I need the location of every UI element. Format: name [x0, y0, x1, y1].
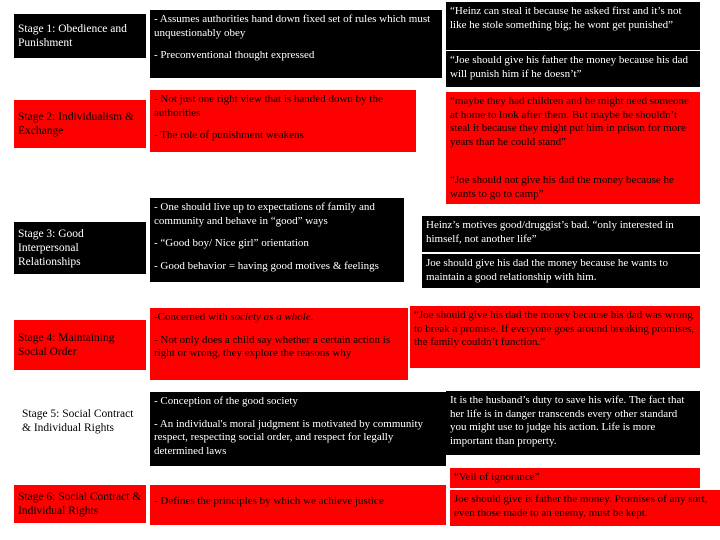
- stage-4-description: [150, 308, 408, 380]
- stage-6-label: [14, 485, 146, 523]
- stage-4-label-text: Stage 4: Maintaining Social Order: [18, 332, 115, 358]
- stage-1-desc-2: - Preconventional thought expressed: [154, 49, 315, 61]
- stage-2-label: [14, 100, 146, 148]
- stage-3-example-1-text: Heinz’s motives good/druggist’s bad. “only interested in himself, not another life”: [426, 219, 674, 245]
- stage-3-desc-2: - “Good boy/ Nice girl” orientation: [154, 237, 309, 249]
- stage-3-example-1: [422, 216, 700, 252]
- stage-4-label: [14, 320, 146, 370]
- stage-1-label: [14, 14, 146, 58]
- stage-3-description: [150, 198, 404, 282]
- stage-3-example-2-text: Joe should give his dad the money because he wants to maintain a good relationship with him.: [426, 257, 668, 283]
- stage-2-example-1-text: “maybe they had children and he might need someone at home to look after them. But maybe he shouldn’t steal it because they might put him in prison for more years than he could stand”: [450, 95, 689, 148]
- stage-4-desc-1-emphasis: society as a whole.: [230, 311, 314, 323]
- stage-2-desc-2: - The role of punishment weakens: [154, 129, 304, 141]
- stage-5-label-text: Stage 5: Social Contract & Individual Rights: [22, 408, 134, 434]
- stage-1-example-1: [446, 2, 700, 50]
- stage-2-desc-1: - Not just one right view that is handed down by the authorities: [154, 93, 383, 119]
- stage-6-example-2: [450, 490, 720, 526]
- stage-6-description: [150, 485, 446, 525]
- stage-5-desc-1: - Conception of the good society: [154, 395, 298, 407]
- stage-6-label-text: Stage 6: Social Contract & Individual Rights: [18, 491, 142, 517]
- stage-6-example-2-text: Joe should give is father the money. Promises of any sort, even those made to an enemy, must be kept.: [454, 493, 708, 519]
- stage-4-desc-1-text: -Concerned with: [154, 311, 228, 323]
- stage-1-example-1-text: “Heinz can steal it because he asked first and it’s not like he stole something big; he wont get punished”: [450, 5, 682, 31]
- stage-6-example-1-text: “Veil of ignorance”: [454, 471, 540, 483]
- stage-1-example-2-text: “Joe should give his father the money because his dad will punish him if he doesn’t”: [450, 54, 688, 80]
- stage-3-desc-3: - Good behavior = having good motives & feelings: [154, 259, 379, 272]
- stage-5-desc-2: - An individual's moral judgment is motivated by community respect, respecting social order, and respect for legally determined laws: [154, 417, 424, 457]
- stage-5-label: [18, 403, 148, 439]
- stage-2-example-2: [446, 171, 700, 204]
- stage-4-example-1-text: “Joe should give his dad the money because his dad was wrong to break a promise. If everyone goes around breaking promises, the family couldn’t function.”: [414, 309, 695, 348]
- stage-2-label-text: Stage 2: Individualism & Exchange: [18, 111, 134, 137]
- stage-4-desc-2: - Not only does a child say whether a certain action is right or wrong, they explore the reasons why: [154, 333, 391, 359]
- stage-2-example-2-text: “Joe should not give his dad the money because he wants to go to camp”: [450, 174, 674, 200]
- stage-3-desc-1: - One should live up to expectations of family and community and behave in “good” ways: [154, 201, 375, 227]
- stage-1-label-text: Stage 1: Obedience and Punishment: [18, 23, 127, 49]
- stage-5-example-1-text: It is the husband’s duty to save his wife. The fact that her life is in danger transcends every other standard you might use to judge his action. Life is more important than property.: [450, 394, 685, 447]
- stage-2-example-1: [446, 92, 700, 174]
- stage-5-example-1: [446, 391, 700, 455]
- stage-3-label-text: Stage 3: Good Interpersonal Relationships: [18, 228, 84, 268]
- stage-5-description: [150, 392, 446, 466]
- stage-2-description: [150, 90, 416, 152]
- stage-3-example-2: [422, 254, 700, 288]
- stage-6-example-1: [450, 468, 700, 488]
- stage-1-desc-1: - Assumes authorities hand down fixed set of rules which must unquestionably obey: [154, 13, 431, 39]
- stage-4-desc-1: [154, 311, 404, 325]
- stage-4-example-1: [410, 306, 700, 368]
- stage-3-label: [14, 222, 146, 274]
- stage-1-description: [150, 10, 442, 78]
- stage-6-desc-1: - Defines the principles by which we achieve justice: [154, 495, 384, 507]
- stage-1-example-2: [446, 51, 700, 87]
